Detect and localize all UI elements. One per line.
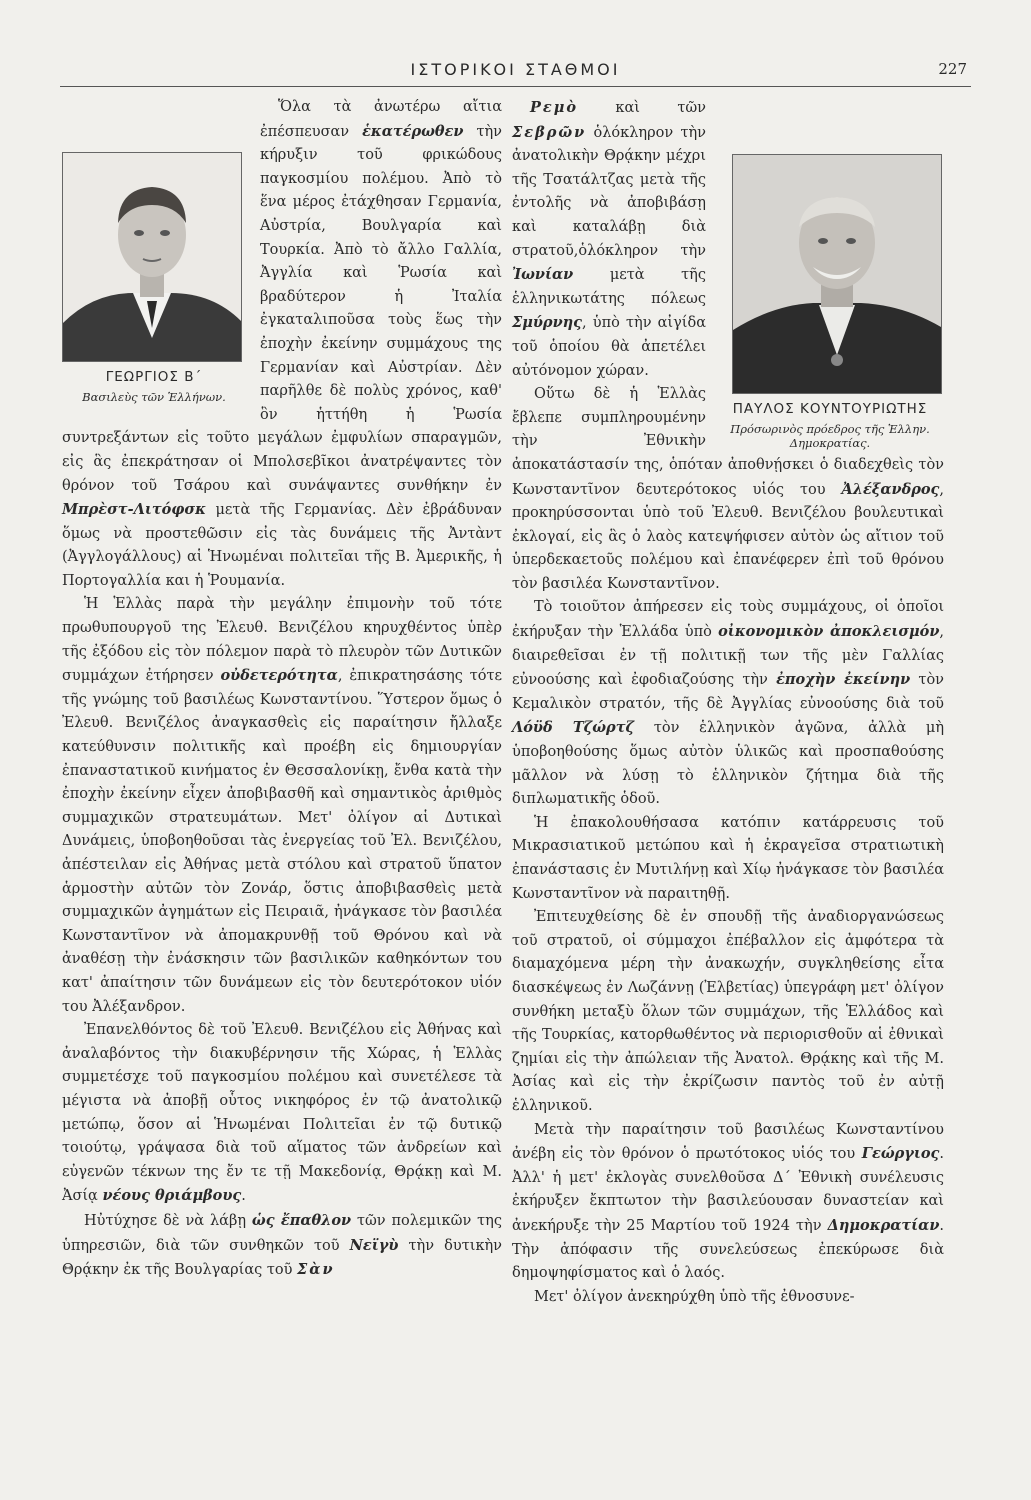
- caption-name: ΠΑΥΛΟΣ ΚΟΥΝΤΟΥΡΙΩΤΗΣ: [732, 401, 928, 417]
- emphasis: Ἰωνίαν: [512, 266, 574, 284]
- emphasis: οἰκονομικὸν ἀποκλεισμόν: [718, 623, 940, 641]
- text-run: Ἡ ἐπακολουθήσασα κατόπιν κατάρρευσις τοῦ Μικρασιατικοῦ μετώπου καὶ ἡ ἐκραγεῖσα στρατιωτικὴ ἐπανάστασις ἐν Μυτιλήνῃ καὶ Χίῳ ἠνάγκασε τὸν βασιλέα Κωνσταντῖνον νὰ παραιτηθῇ.: [512, 814, 944, 902]
- text-run: Ἡ Ἑλλὰς παρὰ τὴν μεγάλην ἐπιμονὴν τοῦ τότε πρωθυπουργοῦ της Ἐλευθ. Βενιζέλου κηρυχθέντος ὑπὲρ τῆς ἐξόδου εἰς τὸν πόλεμον παρὰ τὸ πλευρὸν τῶν Δυτικῶν συμμάχων ἐτήρησεν: [62, 596, 502, 685]
- paragraph: [62, 593, 502, 1019]
- figure-kountouriotis: [716, 98, 944, 450]
- caption-subtitle: Πρόσωρινὸς πρόεδρος τῆς Ἑλλην. Δημοκρατίας.: [730, 421, 930, 450]
- paragraph: [62, 1019, 502, 1209]
- text-run: , διαιρεθεῖσαι ἐν τῇ πολιτικῇ των τῆς μὲν Γαλλίας εὐνοούσης καὶ ἐφοδιαζούσης τὴν: [512, 624, 944, 689]
- left-column: [62, 96, 502, 1283]
- paragraph: [512, 596, 944, 811]
- page-number: 227: [938, 60, 967, 78]
- emphasis: ἐποχὴν ἐκείνην: [776, 671, 911, 689]
- text-run: , ἐπικρατησάσης τότε τῆς γνώμης τοῦ βασιλέως Κωνσταντίνου. Ὕστερον ὅμως ὁ Ἐλευθ. Βενιζέλος ἀναγκασθεὶς εἰς παραίτησιν ἤλλαξε κατεύθυνσιν πολιτικῆς καὶ προέβη εἰς δημιουργίαν ἐπαναστατικοῦ κινήματος ἐν Θεσσαλονίκῃ, ἔνθα κατὰ τὴν ἐποχὴν ἐκείνην εἶχεν ἀποβιβασθῆ καὶ σημαντικὸς ἀριθμὸς συμμαχικῶν στρατευμάτων. Μετ' ὀλίγον αἱ Δυτικαὶ Δυνάμεις, ὑποβοηθοῦσαι τὰς ἐνεργείας τοῦ Ἐλ. Βενιζέλου, ἀπέστειλαν εἰς Ἀθήνας μετὰ στόλου καὶ στρατοῦ ὕπατον ἁρμοστὴν αὐτῶν τὸν Ζονάρ, ὅστις ἀποβιβασθεὶς μετὰ συμμαχικῶν ἀγημάτων εἰς Πειραιᾶ, ἠνάγκασε τὸν βασιλέα Κωνσταντῖνον νὰ ἀπομακρυνθῇ τοῦ Θρόνου καὶ νὰ ἀναθέσῃ τὴν ἐνάσκησιν τῶν βασιλικῶν καθηκόντων του κατ' ἀπαίτησιν τῶν δυνάμεων εἰς τὸν δευτερότοκον υἱόν του Ἀλέξανδρον.: [62, 668, 502, 1015]
- emphasis: Μπρὲστ-Λιτόφσκ: [62, 501, 206, 519]
- paragraph: [512, 812, 944, 906]
- right-column: [512, 96, 944, 1309]
- emphasis: οὐδετερότητα: [220, 667, 338, 685]
- emphasis: ὡς ἔπαθλον: [251, 1211, 352, 1229]
- paragraph: [512, 906, 944, 1118]
- text-run: , προκηρύσσονται ὑπὸ τοῦ Ἐλευθ. Βενιζέλου βουλευτικαὶ ἐκλογαί, εἰς ἃς ὁ λαὸς κατεψήφισεν αὐτὸν ὡς αἴτιον τοῦ ὑπερδεκαετοῦς πολέμου καὶ ἐπανέφερεν ἐπὶ τοῦ θρόνου τὸν βασιλέα Κωνσταντῖνον.: [512, 481, 944, 592]
- text-run: τὸν Κεμαλικὸν στρατόν, τῆς δὲ Ἀγγλίας εὐνοούσης διὰ τοῦ: [512, 672, 944, 712]
- text-run: τῶν πολεμικῶν της ὑπηρεσιῶν, διὰ τῶν συνθηκῶν τοῦ: [62, 1212, 502, 1254]
- emphasis: Ἀλέξανδρος: [841, 480, 940, 498]
- emphasis: Σεβρῶν: [512, 123, 587, 141]
- text-run: Ἐπιτευχθείσης δὲ ἐν σπουδῇ τῆς ἀναδιοργανώσεως τοῦ στρατοῦ, οἱ σύμμαχοι ἐπέβαλλον εἰς ἀμφότερα τὰ διαμαχόμενα μέρη τὴν ἀνακωχήν, συγκληθείσης εἶτα διασκέψεως ἐν Λωζάννῃ (Ἐλβετίας) ὑπεγράφη μετ' ὀλίγον συνθήκη μεταξὺ ὅλων τῶν συμμάχων, τῆς Ἑλλάδος καὶ τῆς Τουρκίας, κατορθωθέντος νὰ περιορισθοῦν αἱ ἐθνικαὶ ζημίαι εἰς τὴν ἀπώλειαν τῆς Ἀνατολ. Θρᾴκης καὶ τῆς Μ. Ἀσίας καὶ εἰς τὴν ἐκρίζωσιν παντὸς τοῦ ἐν αὐτῇ ἑλληνικοῦ.: [512, 909, 944, 1114]
- text-run: τὴν κήρυξιν τοῦ φρικώδους παγκοσμίου πολέμου. Ἀπὸ τὸ ἕνα μέρος ἐτάχθησαν Γερμανία, Αὐστρία, Βουλγαρία καὶ Τουρκία. Ἀπὸ τὸ ἄλλο Γαλλία, Ἀγγλία καὶ Ῥωσία καὶ βραδύτερον ἡ Ἰταλία ἐγκαταλιποῦσα τοὺς ἕως τὴν ἐποχὴν ἐκείνην συμμάχους της Γερμανίαν καὶ Αὐστρίαν. Δὲν παρῆλθε δὲ πολὺς χρόνος, καθ' ὃν ἡττήθη ἡ Ῥωσία συντρεξάντων εἰς τοῦτο μεγάλων ἐμφυλίων σπαραγμῶν, εἰς ἃς ἐπεκράτησαν οἱ Μπολσεβῖκοι ἀνατρέψαντες τὸν θρόνον τοῦ Τσάρου καὶ συνάψαντες συνθήκην ἐν: [62, 123, 502, 494]
- paragraph: [512, 1286, 944, 1310]
- portrait-icon: [733, 155, 941, 393]
- emphasis: Γεώργιος: [861, 1145, 940, 1163]
- running-title: ΙΣΤΟΡΙΚΟΙ ΣΤΑΘΜΟΙ: [410, 60, 621, 79]
- text-run: . Τὴν ἀπόφασιν τῆς συνελεύσεως ἐπεκύρωσε διὰ δημοψηφίσματος καὶ ὁ λαός.: [512, 1217, 944, 1282]
- text-run: τὸν ἑλληνικὸν ἀγῶνα, ἀλλὰ μὴ ὑποβοηθούσης ὅμως αὐτὸν ὑλικῶς καὶ προσπαθούσης μᾶλλον νὰ λύσῃ τὸ ἑλληνικὸν ζήτημα διὰ τῆς διπλωματικῆς ὁδοῦ.: [512, 720, 945, 808]
- emphasis: Λόϋδ Τζώρτζ: [512, 719, 635, 737]
- caption-name: ΓΕΩΡΓΙΟΣ Β΄: [105, 369, 203, 385]
- caption-subtitle: Βασιλεὺς τῶν Ἑλλήνων.: [82, 389, 226, 404]
- portrait-photo: [62, 152, 242, 362]
- portrait-icon: [63, 153, 241, 361]
- emphasis: νέους θριάμβους: [102, 1187, 242, 1205]
- figure-georgios: [62, 98, 246, 404]
- text-run: τὴν δυτικὴν Θρᾴκην ἐκ τῆς Βουλγαρίας τοῦ: [62, 1237, 503, 1279]
- text-run: μετὰ τῆς Γερμανίας. Δὲν ἐβράδυναν ὅμως νὰ προστεθῶσιν εἰς τὰς δυνάμεις τῆς Ἀντὰντ (Ἀγγλογάλλους) αἱ Ἡνωμέναι πολιτεῖαι τῆς Β. Ἀμερικῆς, ἡ Πορτογαλλία και ἡ Ῥουμανία.: [62, 502, 502, 589]
- text-run: Τὸ τοιοῦτον ἀπήρεσεν εἰς τοὺς συμμάχους, οἱ ὁποῖοι ἐκήρυξαν τὴν Ἑλλάδα ὑπὸ: [512, 599, 944, 641]
- text-run: μετὰ τῆς ἑλληνικωτάτης πόλεως: [512, 267, 706, 307]
- paragraph: [512, 1119, 944, 1286]
- text-run: Ηὐτύχησε δὲ νὰ λάβῃ: [84, 1212, 252, 1229]
- text-run: . Ἀλλ' ἡ μετ' ἐκλογὰς συνελθοῦσα Δ΄ Ἐθνικὴ συνέλευσις ἐκήρυξεν ἔκπτωτον τὴν βασιλεύουσαν δυναστείαν καὶ ἀνεκήρυξε τὴν 25 Μαρτίου τοῦ 1924 τὴν: [512, 1146, 944, 1234]
- text-run: Οὕτω δὲ ἡ Ἑλλὰς ἔβλεπε συμπληρουμένην τὴν Ἐθνικὴν ἀποκατάστασίν της, ὁπόταν ἀποθνῄσκει ὁ διαδεχθεὶς τὸν Κωνσταντῖνον δευτερότοκος υἱός του: [512, 386, 944, 498]
- text-run: .: [241, 1188, 246, 1205]
- page-header: [60, 58, 971, 87]
- text-run: Μετ' ὀλίγον ἀνεκηρύχθη ὑπὸ τῆς ἐθνοσυνε-: [534, 1288, 855, 1305]
- emphasis: Σμύρνης: [512, 314, 583, 332]
- text-run: Ἐπανελθόντος δὲ τοῦ Ἐλευθ. Βενιζέλου εἰς Ἀθήνας καὶ ἀναλαβόντος τὴν διακυβέρνησιν τῆς Χώρας, ἡ Ἑλλὰς συμμετέσχε τοῦ παγκοσμίου πολέμου καὶ συνετέλεσε τὰ μέγιστα νὰ ἀποβῇ οὗτος νικηφόρος ἐν τῷ ἀνατολικῷ μετώπῳ, ὅσον αἱ Ἡνωμέναι Πολιτεῖαι ἐν τῷ δυτικῷ τοιούτῳ, γράψασα διὰ τοῦ αἵματος τῶν ἀνδρείων καὶ εὐγενῶν τέκνων της ἔν τε τῇ Μακεδονίᾳ, Θρᾴκῃ καὶ Μ. Ἀσίᾳ: [62, 1022, 502, 1205]
- paragraph: [62, 96, 502, 593]
- emphasis: ἑκατέρωθεν: [362, 122, 464, 140]
- text-run: Μετὰ τὴν παραίτησιν τοῦ βασιλέως Κωνσταντίνου ἀνέβη εἰς τὸν θρόνον ὁ πρωτότοκος υἱός του: [512, 1121, 944, 1163]
- emphasis: Ρεμὸ: [530, 99, 579, 116]
- emphasis: Νεϊγὺ: [349, 1236, 399, 1254]
- paragraph: [62, 1209, 502, 1283]
- portrait-photo: [732, 154, 942, 394]
- emphasis: Δημοκρατίαν: [827, 1216, 940, 1234]
- emphasis: Σὰν: [297, 1261, 335, 1279]
- text-run: καὶ τῶν: [578, 100, 706, 116]
- text-run: ὁλόκληρον τὴν ἀνατολικὴν Θρᾴκην μέχρι τῆς Τσατάλτζας μετὰ τῆς ἐντολῆς νὰ ἀποβιβάσῃ καὶ καταλάβῃ διὰ στρατοῦ,ὁλόκληρον τὴν: [512, 124, 706, 259]
- text-run: Ὅλα τὰ ἀνωτέρω αἴτια ἐπέσπευσαν: [260, 99, 502, 140]
- text-run: , ὑπὸ τὴν αἰγίδα τοῦ ὁποίου θὰ ἀπετέλει αὐτόνομον χώραν.: [512, 315, 706, 379]
